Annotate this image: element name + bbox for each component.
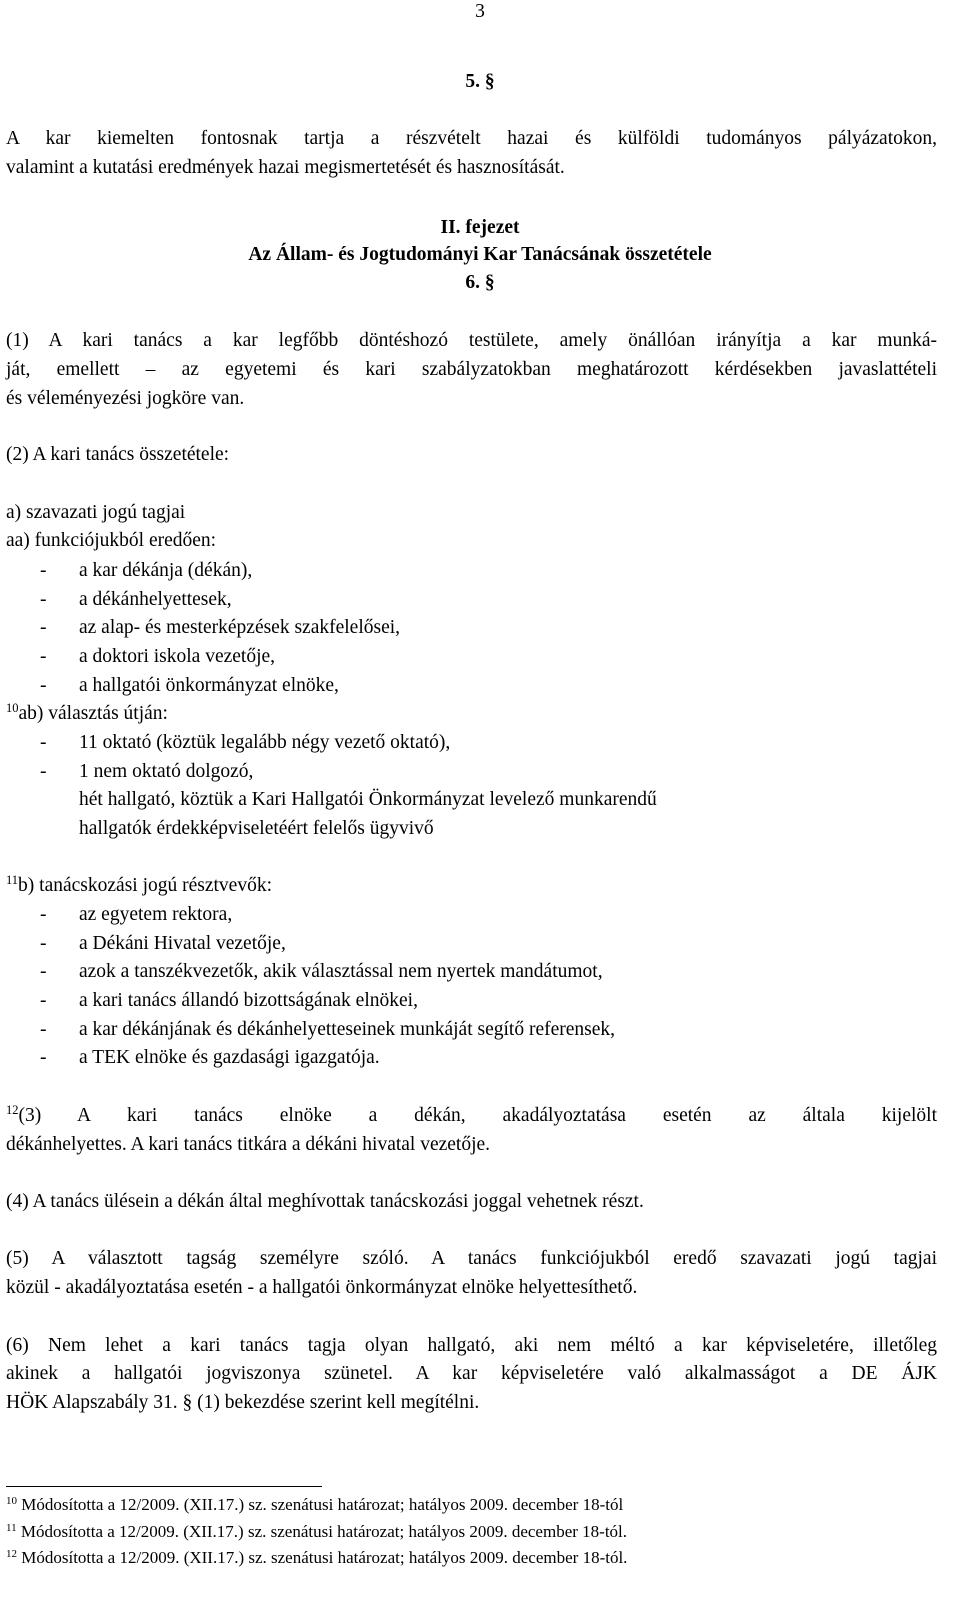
list-a-title: a) szavazati jogú tagjai xyxy=(6,502,186,523)
list-item-text: hallgatók érdekképviseletéért felelős ügyvivő xyxy=(79,818,434,839)
list-item-text: a hallgatói önkormányzat elnöke, xyxy=(79,675,339,696)
footnote-ref-11: 11 xyxy=(6,873,19,887)
dash-bullet: - xyxy=(40,904,47,925)
list-item-text: a dékánhelyettesek, xyxy=(79,589,232,610)
footnote-number: 11 xyxy=(6,1522,17,1534)
list-item-text: a Dékáni Hivatal vezetője, xyxy=(79,933,286,954)
para-6-line-1: (6) Nem lehet a kari tanács tagja olyan hallgató, aki nem méltó a kar képviseletére, illetőleg xyxy=(6,1335,937,1356)
section-5-para-line-1: A kar kiemelten fontosnak tartja a részvételt hazai és külföldi tudományos pályázatokon, xyxy=(6,128,937,149)
list-item-text: 11 oktató (köztük legalább négy vezető oktató), xyxy=(79,732,451,753)
list-item-text: az egyetem rektora, xyxy=(79,904,233,925)
footnote-11 xyxy=(6,1523,936,1540)
para-6-line-2: akinek a hallgatói jogviszonya szünetel. A kar képviseletére való alkalmasságot a DE ÁJK xyxy=(6,1363,937,1384)
para-3-line-1 xyxy=(6,1103,937,1126)
list-b-title xyxy=(6,873,936,896)
para-4: (4) A tanács ülésein a dékán által meghívottak tanácskozási joggal vehetnek részt. xyxy=(6,1191,644,1212)
footnote-12 xyxy=(6,1549,936,1566)
para-3-line-1-text: (3) A kari tanács elnöke a dékán, akadályoztatása esetén az általa kijelölt xyxy=(18,1105,937,1126)
list-item-text: a doktori iskola vezetője, xyxy=(79,646,276,667)
list-item-text: 1 nem oktató dolgozó, xyxy=(79,761,254,782)
footnote-separator xyxy=(6,1486,322,1487)
footnote-ref-10: 10 xyxy=(6,701,19,715)
footnote-text: Módosította a 12/2009. (XII.17.) sz. szenátusi határozat; hatályos 2009. december 18-tól. xyxy=(16,1522,628,1541)
list-item-text: a kari tanács állandó bizottságának elnökei, xyxy=(79,990,418,1011)
page-number: 3 xyxy=(475,1,485,22)
para-2-intro: (2) A kari tanács összetétele: xyxy=(6,444,230,465)
dash-bullet: - xyxy=(40,589,47,610)
list-item-text: hét hallgató, köztük a Kari Hallgatói Önkormányzat levelező munkarendű xyxy=(79,789,657,810)
list-aa-title: aa) funkciójukból eredően: xyxy=(6,530,217,551)
section-6-heading: 6. § xyxy=(465,272,495,293)
list-ab-title xyxy=(6,701,936,724)
list-item-text: a kar dékánja (dékán), xyxy=(79,560,253,581)
footnote-number: 10 xyxy=(6,1495,17,1507)
dash-bullet: - xyxy=(40,560,47,581)
dash-bullet: - xyxy=(40,933,47,954)
para-1-line-2: ját, emellett – az egyetemi és kari szabályzatokban meghatározott kérdésekben javaslattételi xyxy=(6,359,937,380)
para-3-line-2: dékánhelyettes. A kari tanács titkára a dékáni hivatal vezetője. xyxy=(6,1134,491,1155)
list-item-text: azok a tanszékvezetők, akik választással nem nyertek mandátumot, xyxy=(79,961,603,982)
dash-bullet: - xyxy=(40,617,47,638)
footnote-number: 12 xyxy=(6,1548,17,1560)
dash-bullet: - xyxy=(40,675,47,696)
dash-bullet: - xyxy=(40,1019,47,1040)
list-ab-title-text: ab) választás útján: xyxy=(18,703,168,724)
chapter-number: II. fejezet xyxy=(440,217,520,238)
list-item-text: a TEK elnöke és gazdasági igazgatója. xyxy=(79,1047,380,1068)
footnote-ref-12: 12 xyxy=(6,1103,19,1117)
section-5-heading: 5. § xyxy=(465,71,495,92)
dash-bullet: - xyxy=(40,961,47,982)
footnote-10 xyxy=(6,1496,936,1513)
section-5-para-line-2: valamint a kutatási eredmények hazai megismertetését és hasznosítását. xyxy=(6,157,565,178)
list-item-text: az alap- és mesterképzések szakfelelősei, xyxy=(79,617,401,638)
para-1-line-1: (1) A kari tanács a kar legfőbb döntéshozó testülete, amely önállóan irányítja a kar munká- xyxy=(6,330,937,351)
dash-bullet: - xyxy=(40,646,47,667)
para-1-line-3: és véleményezési jogköre van. xyxy=(6,388,245,409)
chapter-title: Az Állam- és Jogtudományi Kar Tanácsának összetétele xyxy=(248,244,712,265)
footnote-text: Módosította a 12/2009. (XII.17.) sz. szenátusi határozat; hatályos 2009. december 18-tól xyxy=(17,1495,624,1514)
dash-bullet: - xyxy=(40,1047,47,1068)
para-5-line-2: közül - akadályoztatása esetén - a hallgatói önkormányzat elnöke helyettesíthető. xyxy=(6,1277,638,1298)
list-item-text: a kar dékánjának és dékánhelyetteseinek munkáját segítő referensek, xyxy=(79,1019,616,1040)
footnote-text: Módosította a 12/2009. (XII.17.) sz. szenátusi határozat; hatályos 2009. december 18-tól. xyxy=(17,1548,628,1567)
para-6-line-3: HÖK Alapszabály 31. § (1) bekezdése szerint kell megítélni. xyxy=(6,1392,480,1413)
dash-bullet: - xyxy=(40,990,47,1011)
para-5-line-1: (5) A választott tagság személyre szóló. A tanács funkciójukból eredő szavazati jogú tagjai xyxy=(6,1248,937,1269)
list-b-title-text: b) tanácskozási jogú résztvevők: xyxy=(18,875,273,896)
dash-bullet: - xyxy=(40,732,47,753)
dash-bullet: - xyxy=(40,761,47,782)
